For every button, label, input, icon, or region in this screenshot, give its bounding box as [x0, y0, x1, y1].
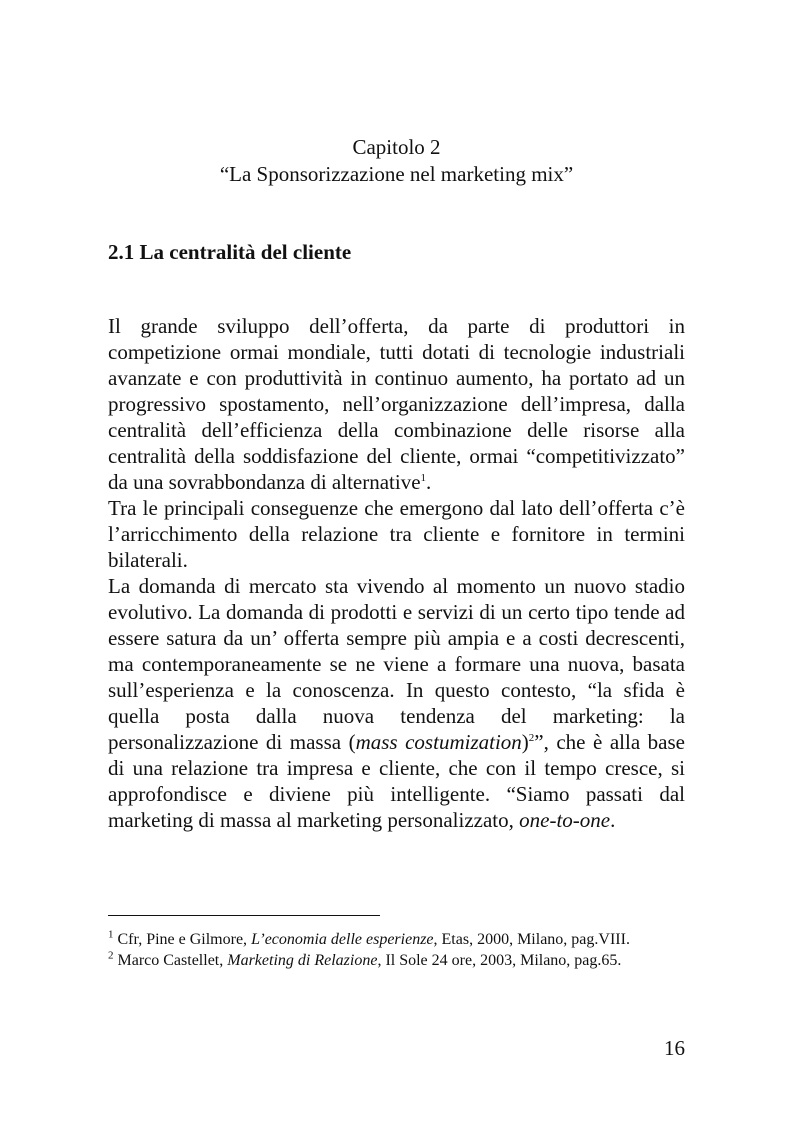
paragraph-3-after: ”, che è alla base di una relazione tra impresa e cliente, che con il tempo cresce, si approfondisce e diviene più intelligente. “Siamo passati dal marketing di massa al marketing personalizzato, — [108, 730, 685, 832]
paragraph-1 — [108, 313, 685, 495]
footnotes — [108, 929, 685, 971]
paragraph-3 — [108, 573, 685, 833]
footnote-text-after: , Il Sole 24 ore, 2003, Milano, pag.65. — [377, 952, 622, 969]
paragraph-2: Tra le principali conseguenze che emergono dal lato dell’offerta c’è l’arricchimento della relazione tra cliente e fornitore in termini bilaterali. — [108, 496, 685, 572]
footnote-divider — [108, 915, 380, 916]
body-text — [108, 313, 685, 833]
paragraph-3-italic-end: one-to-one — [519, 808, 611, 832]
page-number: 16 — [664, 1036, 685, 1060]
footnote-title: Marketing di Relazione — [227, 952, 378, 969]
paragraph-3-end: . — [610, 808, 616, 832]
footnote-2 — [108, 950, 685, 971]
footnote-ref-1[interactable]: 1 — [420, 472, 427, 484]
section-title: 2.1 La centralità del cliente — [108, 240, 352, 264]
footnote-title: L’economia delle esperienze — [251, 931, 434, 948]
footnote-text: Marco Castellet, — [113, 952, 228, 969]
paragraph-3-italic: mass costumization — [355, 730, 522, 754]
footnote-text: Cfr, Pine e Gilmore, — [113, 931, 252, 948]
paragraph-3-text: La domanda di mercato sta vivendo al momento un nuovo stadio evolutivo. La domanda di prodotti e servizi di un certo tipo tende ad essere satura da un’ offerta sempre più ampia e a costi decrescenti, ma contemporaneamente se ne viene a formare una nuova, basata sull’esperienza e la conoscenza. In questo contesto, “la sfida è quella posta dalla nuova tendenza del marketing: la personalizzazione di massa ( — [108, 574, 685, 754]
chapter-title: “La Sponsorizzazione nel marketing mix” — [219, 162, 574, 186]
paragraph-3-close: ) — [521, 730, 529, 754]
footnote-text-after: , Etas, 2000, Milano, pag.VIII. — [433, 931, 630, 948]
footnote-mark: 1 — [108, 928, 114, 941]
footnote-mark: 2 — [108, 949, 114, 962]
footnote-ref-2[interactable]: 2 — [528, 732, 535, 744]
footnote-1 — [108, 929, 685, 950]
paragraph-1-end: . — [426, 470, 432, 494]
paragraph-1-text: Il grande sviluppo dell’offerta, da parte di produttori in competizione ormai mondiale, tutti dotati di tecnologie industriali avanzate e con produttività in continuo aumento, ha portato ad un progressivo spostamento, nell’organizzazione dell’impresa, dalla centralità dell’efficienza della combinazione delle risorse alla centralità della soddisfazione del cliente, ormai “competitivizzato” da una sovrabbondanza di alternative — [108, 314, 685, 494]
chapter-number: Capitolo 2 — [352, 135, 441, 159]
